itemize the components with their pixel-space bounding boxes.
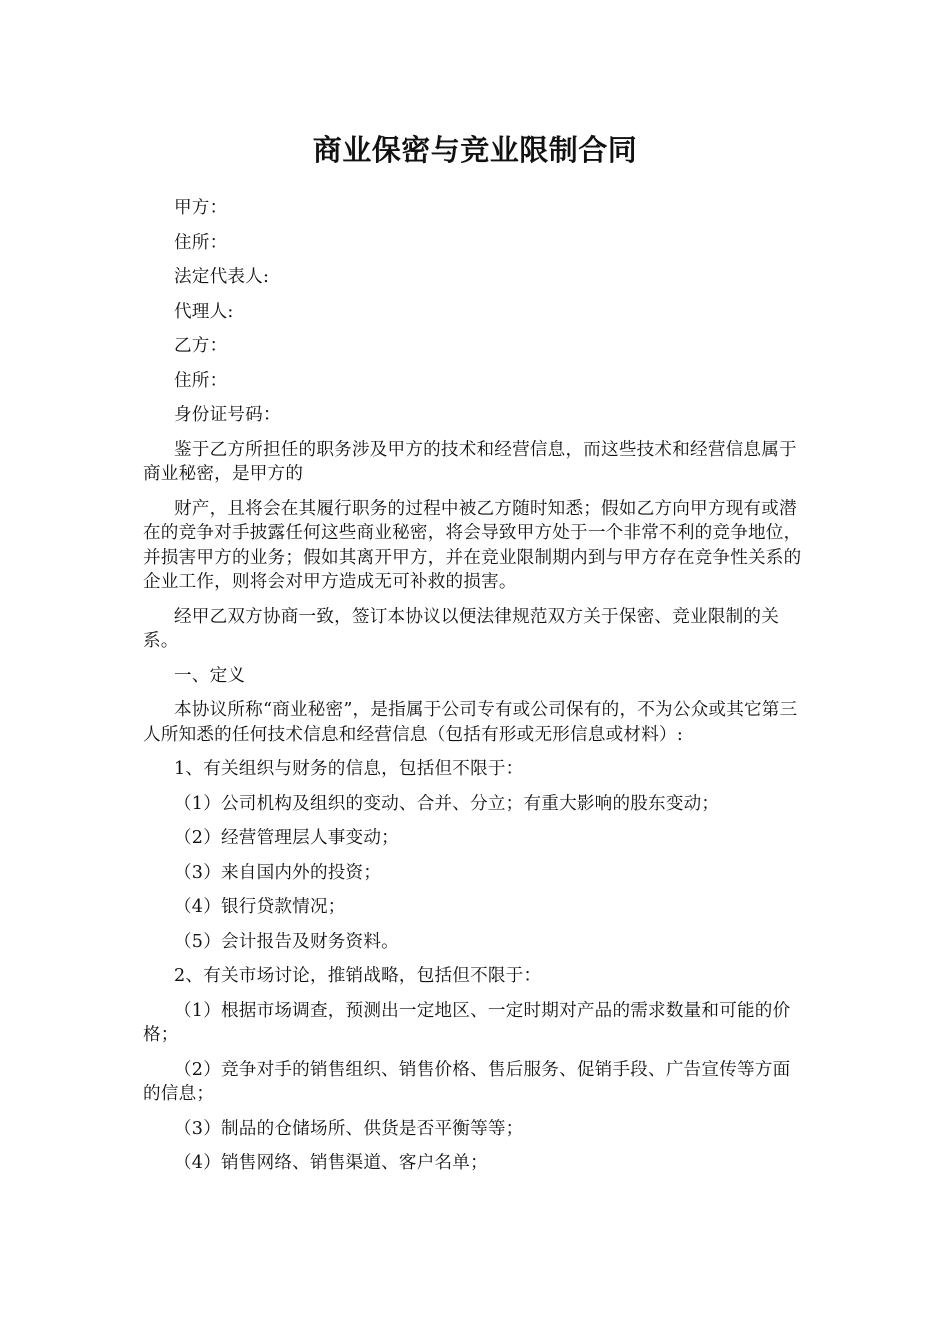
recital-paragraph-1: 鉴于乙方所担任的职务涉及甲方的技术和经营信息，而这些技术和经营信息属于商业秘密，是甲方的 bbox=[143, 439, 797, 484]
legal-representative-label: 法定代表人: bbox=[174, 267, 270, 287]
party-a-label: 甲方： bbox=[174, 198, 228, 218]
document-title: 商业保密与竞业限制合同 bbox=[312, 133, 638, 167]
agreement-paragraph: 经甲乙双方协商一致，签订本协议以便法律规范双方关于保密、竞业限制的关系。 bbox=[143, 606, 779, 651]
list-item: （2）经营管理层人事变动； bbox=[174, 828, 399, 848]
list-heading-2: 2、有关市场讨论，推销战略，包括但不限于： bbox=[174, 966, 542, 986]
party-b-label: 乙方： bbox=[174, 336, 228, 356]
party-b-address-label: 住所： bbox=[174, 370, 228, 391]
party-a-address-label: 住所： bbox=[174, 232, 228, 253]
list-item: （3）来自国内外的投资； bbox=[174, 862, 382, 883]
list-item: （4）银行贷款情况； bbox=[174, 897, 346, 917]
list-heading-1: 1、有关组织与财务的信息，包括但不限于： bbox=[174, 759, 524, 779]
list-item: （1）根据市场调查，预测出一定地区、一定时期对产品的需求数量和可能的价格； bbox=[143, 1000, 791, 1045]
section-heading-definition: 一、定义 bbox=[174, 665, 246, 686]
definition-paragraph: 本协议所称“商业秘密”，是指属于公司专有或公司保有的，不为公众或其它第三人所知悉的任何技术信息和经营信息（包括有形或无形信息或材料）: bbox=[143, 700, 798, 745]
list-item: （4）销售网络、销售渠道、客户名单； bbox=[174, 1153, 488, 1173]
list-item: （1）公司机构及组织的变动、合并、分立；有重大影响的股东变动； bbox=[174, 793, 720, 814]
id-number-label: 身份证号码： bbox=[174, 405, 281, 425]
recital-paragraph-2: 财产，且将会在其履行职务的过程中被乙方随时知悉；假如乙方向甲方现有或潜在的竞争对手披露任何这些商业秘密，将会导致甲方处于一个非常不利的竞争地位，并损害甲方的业务；假如其离开甲方，并在竞业限制期内到与甲方存在竞争性关系的企业工作，则将会对甲方造成无可补救的损害。 bbox=[143, 498, 802, 592]
agent-label: 代理人: bbox=[174, 301, 234, 322]
list-item: （3）制品的仓储场所、供货是否平衡等等； bbox=[174, 1118, 524, 1139]
list-item: （2）竞争对手的销售组织、销售价格、售后服务、促销手段、广告宣传等方面的信息； bbox=[143, 1059, 791, 1104]
list-item: （5）会计报告及财务资料。 bbox=[174, 931, 399, 952]
document-body bbox=[143, 196, 807, 1176]
